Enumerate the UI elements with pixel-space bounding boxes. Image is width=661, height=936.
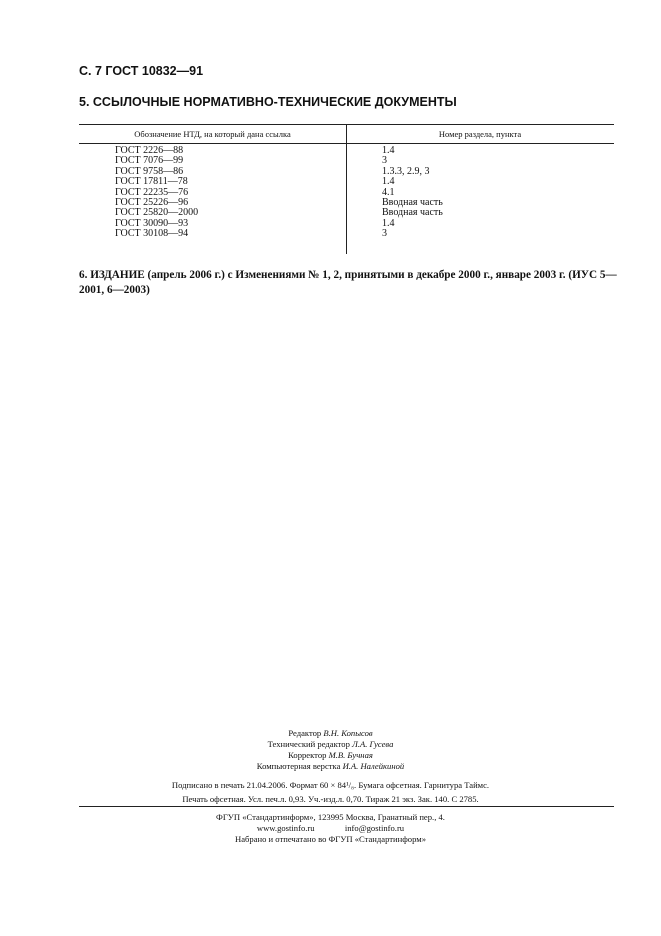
imprint-rule: [79, 806, 614, 807]
table-cell-section: Вводная часть: [382, 197, 443, 209]
section-6-edition: 6. ИЗДАНИЕ (апрель 2006 г.) с Изменениями № 1, 2, принятыми в декабре 2000 г., январе 2003 г. (ИУС 5—2001, 6—2003): [79, 269, 617, 296]
table-section-column: [382, 146, 443, 240]
table-cell-section: 1.4: [382, 176, 395, 188]
section-5-title: 5. ССЫЛОЧНЫЕ НОРМАТИВНО-ТЕХНИЧЕСКИЕ ДОКУМЕНТЫ: [79, 95, 457, 109]
tech-editor-name: Л.А. Гусева: [352, 739, 394, 749]
table-header-doc: Обозначение НТД, на который дана ссылка: [134, 129, 291, 139]
corrector-label: Корректор: [288, 750, 327, 760]
table-cell-doc: ГОСТ 22235—76: [115, 186, 189, 198]
editor-label: Редактор: [288, 728, 322, 738]
table-cell-doc: ГОСТ 7076—99: [115, 155, 184, 167]
table-cell-doc: ГОСТ 17811—78: [115, 176, 188, 188]
table-doc-column: [115, 146, 198, 240]
table-cell-section: Вводная часть: [382, 207, 443, 219]
table-cell-section: 1.4: [382, 145, 395, 156]
printed-at: Набрано и отпечатано во ФГУП «Стандартинформ»: [235, 834, 426, 844]
table-cell-section: 3: [382, 228, 387, 240]
layout-name: И.А. Налейкиной: [342, 761, 405, 771]
imprint-corrector: [0, 750, 661, 760]
email: info@gostinfo.ru: [344, 823, 405, 833]
table-header-section: Номер раздела, пункта: [438, 129, 522, 139]
table-cell-section: 4.1: [382, 186, 395, 198]
table-cell-doc: ГОСТ 30108—94: [115, 228, 189, 240]
table-cell-doc: ГОСТ 25226—96: [115, 197, 189, 209]
table-cell-doc: ГОСТ 9758—86: [115, 165, 184, 177]
table-cell-section: 3: [382, 155, 387, 167]
publisher-line: ФГУП «Стандартинформ», 123995 Москва, Гранатный пер., 4.: [216, 812, 445, 822]
page-header: С. 7 ГОСТ 10832—91: [79, 64, 204, 78]
imprint-layout: [0, 761, 661, 771]
print-line-1: Подписано в печать 21.04.2006. Формат 60 × 84¹/₈. Бумага офсетная. Гарнитура Таймс.: [171, 780, 490, 790]
table-cell-section: 1.3.3, 2.9, 3: [382, 165, 430, 177]
table-cell-doc: ГОСТ 30090—93: [115, 217, 189, 229]
imprint-tech-editor: [0, 739, 661, 749]
contacts-line: [0, 823, 661, 833]
table-cell-section: 1.4: [382, 217, 395, 229]
print-line-2: Печать офсетная. Усл. печ.л. 0,93. Уч.-изд.л. 0,70. Тираж 21 экз. Зак. 140. С 2785.: [182, 794, 479, 804]
table-cell-doc: ГОСТ 2226—88: [115, 145, 184, 156]
table-header-rule: [79, 143, 614, 144]
table-cell-doc: ГОСТ 25820—2000: [115, 207, 199, 219]
website: www.gostinfo.ru: [256, 823, 315, 833]
tech-editor-label: Технический редактор: [267, 739, 350, 749]
corrector-name: М.В. Бучная: [328, 750, 373, 760]
editor-name: В.Н. Копысов: [323, 728, 373, 738]
layout-label: Компьютерная верстка: [256, 761, 341, 771]
imprint-editor: [0, 728, 661, 738]
